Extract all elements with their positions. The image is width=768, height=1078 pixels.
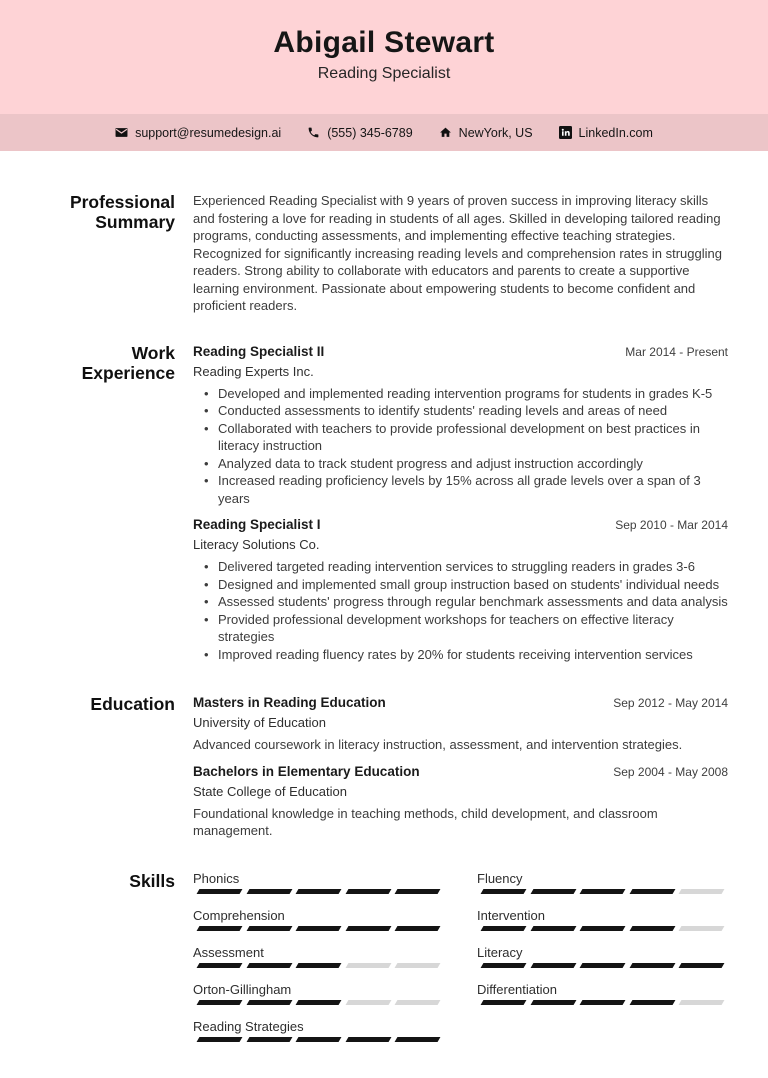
- bullet-item: • Increased reading proficiency levels by 15% across all grade levels over a span of 3 years: [193, 472, 728, 507]
- contact-location-text: NewYork, US: [458, 125, 533, 140]
- linkedin-icon: [559, 126, 572, 139]
- skill-segment-filled: [296, 1000, 341, 1005]
- skill-segment-filled: [530, 926, 575, 931]
- skill-segment-filled: [530, 889, 575, 894]
- skill-name: Comprehension: [193, 907, 285, 923]
- skill-level-bar: [193, 926, 444, 931]
- bullet-item: • Analyzed data to track student progress and adjust instruction accordingly: [193, 455, 728, 473]
- degree-dates: Sep 2004 - May 2008: [613, 764, 728, 779]
- skill-segment-filled: [395, 889, 440, 894]
- section-heading-summary: Professional Summary: [69, 192, 175, 232]
- skill-level-bar: [477, 889, 728, 894]
- contact-item-linkedin[interactable]: [559, 126, 653, 140]
- skill-segment-filled: [629, 926, 674, 931]
- skill-segment-filled: [580, 963, 625, 968]
- skill-segment-filled: [629, 889, 674, 894]
- skill-segment-filled: [197, 1037, 242, 1042]
- phone-icon: [307, 126, 320, 139]
- bullet-item: • Developed and implemented reading intervention programs for students in grades K-5: [193, 385, 728, 403]
- skill-segment-filled: [197, 963, 242, 968]
- contact-phone-text: (555) 345-6789: [327, 125, 413, 140]
- job-bullets: [193, 385, 728, 508]
- job-entry: [193, 516, 728, 663]
- bullet-item: • Improved reading fluency rates by 20% for students receiving intervention services: [193, 646, 728, 664]
- skill-segment-empty: [395, 963, 440, 968]
- skill-segment-filled: [345, 889, 390, 894]
- degree-school: State College of Education: [193, 783, 347, 799]
- skill-segment-filled: [296, 926, 341, 931]
- degree-entry: [193, 694, 728, 754]
- job-bullets: [193, 558, 728, 663]
- skill-item: [477, 908, 728, 931]
- skill-level-bar: [193, 889, 444, 894]
- skill-segment-filled: [246, 926, 291, 931]
- skill-segment-filled: [197, 926, 242, 931]
- skill-segment-empty: [345, 1000, 390, 1005]
- contact-bar: [0, 114, 768, 151]
- section-summary: [0, 192, 768, 315]
- skill-segment-filled: [296, 889, 341, 894]
- skill-level-bar: [477, 1000, 728, 1005]
- skill-segment-filled: [197, 889, 242, 894]
- header: [0, 0, 768, 114]
- skill-name: Orton-Gillingham: [193, 981, 292, 997]
- person-title: Reading Specialist: [317, 65, 451, 82]
- skill-segment-filled: [197, 1000, 242, 1005]
- job-entry: [193, 343, 728, 508]
- section-skills: [0, 871, 768, 1056]
- job-title: Reading Specialist II: [193, 343, 325, 359]
- skill-segment-filled: [580, 889, 625, 894]
- skill-name: Reading Strategies: [193, 1018, 304, 1034]
- bullet-item: • Collaborated with teachers to provide professional development on best practices in literacy instruction: [193, 420, 728, 455]
- skill-segment-empty: [395, 1000, 440, 1005]
- bullet-item: • Provided professional development workshops for teachers on effective literacy strategies: [193, 611, 728, 646]
- skill-name: Intervention: [477, 907, 545, 923]
- skill-segment-filled: [629, 1000, 674, 1005]
- skill-segment-filled: [246, 889, 291, 894]
- skill-item: [477, 945, 728, 968]
- skill-item: [193, 945, 444, 968]
- skill-segment-filled: [395, 926, 440, 931]
- section-heading-experience: Work Experience: [81, 342, 175, 383]
- contact-email-text: support@resumedesign.ai: [135, 125, 282, 140]
- skill-segment-filled: [246, 1037, 291, 1042]
- bullet-item: • Assessed students' progress through regular benchmark assessments and data analysis: [193, 593, 728, 611]
- skill-segment-filled: [530, 1000, 575, 1005]
- skill-segment-empty: [679, 1000, 724, 1005]
- job-dates: Mar 2014 - Present: [625, 344, 728, 359]
- skill-name: Fluency: [477, 870, 523, 886]
- section-heading-skills: Skills: [129, 870, 175, 891]
- skill-segment-filled: [345, 926, 390, 931]
- skill-item: [193, 982, 444, 1005]
- skill-level-bar: [193, 963, 444, 968]
- skill-segment-empty: [679, 889, 724, 894]
- resume-body: [0, 151, 768, 1056]
- skill-segment-filled: [580, 1000, 625, 1005]
- skill-segment-filled: [246, 963, 291, 968]
- skill-item: [477, 982, 728, 1005]
- degree-school: University of Education: [193, 715, 326, 730]
- job-company: Reading Experts Inc.: [193, 363, 314, 379]
- skill-segment-empty: [679, 926, 724, 931]
- skill-name: Differentiation: [477, 981, 557, 997]
- skill-item: [193, 1019, 444, 1042]
- bullet-item: • Delivered targeted reading intervention services to struggling readers in grades 3-6: [193, 558, 728, 576]
- degree-description: Advanced coursework in literacy instruction, assessment, and intervention strategies.: [193, 737, 683, 752]
- email-icon: [115, 126, 128, 139]
- bullet-item: • Designed and implemented small group instruction based on students' individual needs: [193, 576, 728, 594]
- skill-segment-filled: [246, 1000, 291, 1005]
- skill-segment-filled: [395, 1037, 440, 1042]
- skill-segment-empty: [345, 963, 390, 968]
- skill-segment-filled: [679, 963, 724, 968]
- job-dates: Sep 2010 - Mar 2014: [615, 518, 728, 532]
- degree-description: Foundational knowledge in teaching methods, child development, and classroom management.: [193, 805, 658, 838]
- contact-linkedin-text: LinkedIn.com: [578, 125, 653, 140]
- skill-segment-filled: [481, 926, 526, 931]
- skill-item: [193, 871, 444, 894]
- degree-title: Masters in Reading Education: [193, 695, 386, 710]
- summary-text: Experienced Reading Specialist with 9 years of proven success in improving literacy skills and fostering a love for reading in students of all ages. Skilled in developing tailored reading programs, conducting assessments, and implementing effective teaching strategies. Recognized for significantly increasing reading levels and comprehension rates in struggling readers. Strong ability to collaborate with educators and parents to create a supportive learning environment. Passionate about empowering students to become confident and proficient readers.: [193, 193, 722, 313]
- contact-item-email[interactable]: [115, 126, 281, 140]
- section-experience: [0, 343, 768, 664]
- skill-name: Phonics: [193, 870, 240, 886]
- person-name: Abigail Stewart: [273, 26, 495, 59]
- skill-segment-filled: [629, 963, 674, 968]
- contact-item-location[interactable]: [439, 126, 533, 140]
- job-title: Reading Specialist I: [193, 517, 321, 532]
- skill-segment-filled: [296, 963, 341, 968]
- job-company: Literacy Solutions Co.: [193, 537, 320, 552]
- skill-segment-filled: [580, 926, 625, 931]
- skill-segment-filled: [345, 1037, 390, 1042]
- degree-dates: Sep 2012 - May 2014: [613, 696, 728, 710]
- skill-name: Assessment: [193, 944, 264, 960]
- skill-name: Literacy: [477, 944, 523, 960]
- skill-level-bar: [477, 926, 728, 931]
- skills-grid: [193, 871, 728, 1056]
- skill-segment-filled: [481, 963, 526, 968]
- skill-level-bar: [477, 963, 728, 968]
- skill-segment-filled: [296, 1037, 341, 1042]
- skill-item: [477, 871, 728, 894]
- contact-item-phone[interactable]: [307, 126, 412, 140]
- skill-segment-filled: [481, 889, 526, 894]
- skill-segment-filled: [481, 1000, 526, 1005]
- skill-level-bar: [193, 1000, 444, 1005]
- degree-entry: [193, 763, 728, 840]
- bullet-item: • Conducted assessments to identify students' reading levels and areas of need: [193, 402, 728, 420]
- section-heading-education: Education: [90, 694, 175, 714]
- skill-segment-filled: [530, 963, 575, 968]
- section-education: [0, 694, 768, 840]
- skill-item: [193, 908, 444, 931]
- home-icon: [439, 126, 452, 139]
- degree-title: Bachelors in Elementary Education: [193, 763, 420, 779]
- skill-level-bar: [193, 1037, 444, 1042]
